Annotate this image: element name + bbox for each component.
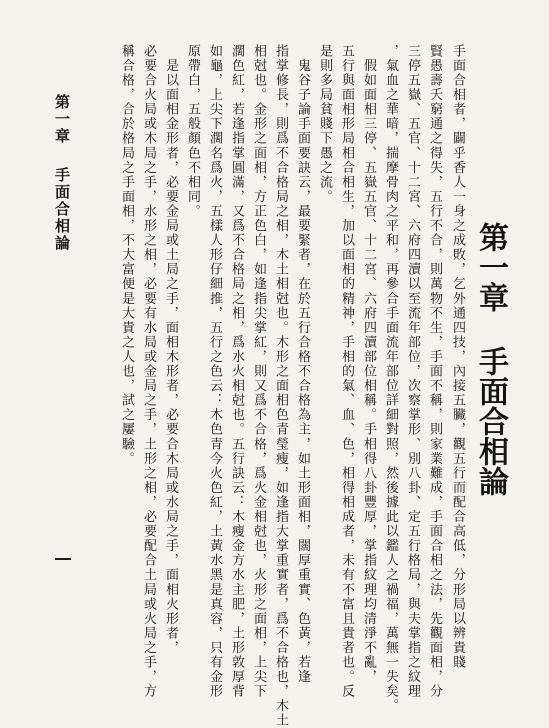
running-header-title: 手面合相論 <box>53 167 71 252</box>
paragraph-line: 賢愚壽夭窮通之得失，五行不合，則萬物不生，手面不稱，則家業難成，手面合相之法，先觀面相，分 <box>427 44 442 699</box>
paragraph-line: 五行與面相形局相合相生，加以面相的精神，手相的氣、血、色，相得相成者，未有不富且貴者也。反 <box>339 44 354 699</box>
page-number <box>55 558 71 560</box>
paragraph-line: 如龜，上尖下濶名爲火，五樣人形仔細推，五行之色云：木色青今火色紅，土黃水黑是真容，只有金形 <box>207 44 222 699</box>
paragraph-line: 濶色紅，若逢指掌圓滿，又爲不合格局之相，爲水火相尅也。五行訣云：木瘦金方水主肥，土形敦厚背 <box>229 44 244 699</box>
paragraph-line: 必要合火局或木局之手，水形之相，必要有水局或金局之手，土形之相，必要配合土局或火局之手，方 <box>141 44 156 699</box>
paragraph-line: 是則多局貧賤下愚之流。 <box>317 44 332 205</box>
paragraph-line: 相尅也。金形之面相，方正色白，如逢指尖掌紅，則又爲不合格，爲火金相尅也，火形之面相，上尖下 <box>251 44 266 699</box>
paragraph-line: 指掌修長，則爲不合格局之相，木土相尅也。木形之面相色青瑩瘦，如逢指大掌重實者，爲不合格也，木土 <box>273 44 288 728</box>
chapter-heading-title: 手面合相論 <box>473 346 508 496</box>
running-header-chapter: 第一章 <box>53 94 71 145</box>
running-header <box>54 94 69 252</box>
paragraph-line: 原帶白，五般顏色不相同。 <box>185 44 200 219</box>
paragraph-line: 假如面相三停、五嶽五官、十二宮、六府四瀆部位相稱。手相得八卦豐厚，掌指紋理均清淨不亂， <box>361 44 376 685</box>
paragraph-line: 手面合相者，闢乎香人一身之成敗，乞外通四技，內接五臟，觀五行而配合高低，分形局以辨貴賤 <box>450 44 465 670</box>
chapter-heading-number: 第一章 <box>473 222 508 312</box>
chapter-heading <box>473 222 508 496</box>
paragraph-line: 鬼谷子論手面要訣云，最要緊者，在於五行合格不合格為主，如土形面相，闊厚重實、色黃，若逢 <box>295 44 310 685</box>
page-number-text <box>55 558 56 559</box>
paragraph-line: ，氣血之華暗，揣摩骨肉之平和，再參合手面流年部位詳細對照，然後據此以鑑人之禍福，萬無一失矣。 <box>383 44 398 714</box>
paragraph-line: 三停五嶽、五官、十二宮、六府四瀆以至流年部位，次察掌形、別八卦、定五行格局，與夫掌指之紋理 <box>405 44 420 699</box>
paragraph-line: 稱合格，合於格局之手面相，不大富便是大貴之人也，試之屢驗。 <box>119 44 134 466</box>
paragraph-line: 是以面相金形者，必要金局或土局之手，面相木形者，必要合木局或水局之手，面相火形者， <box>163 44 178 656</box>
